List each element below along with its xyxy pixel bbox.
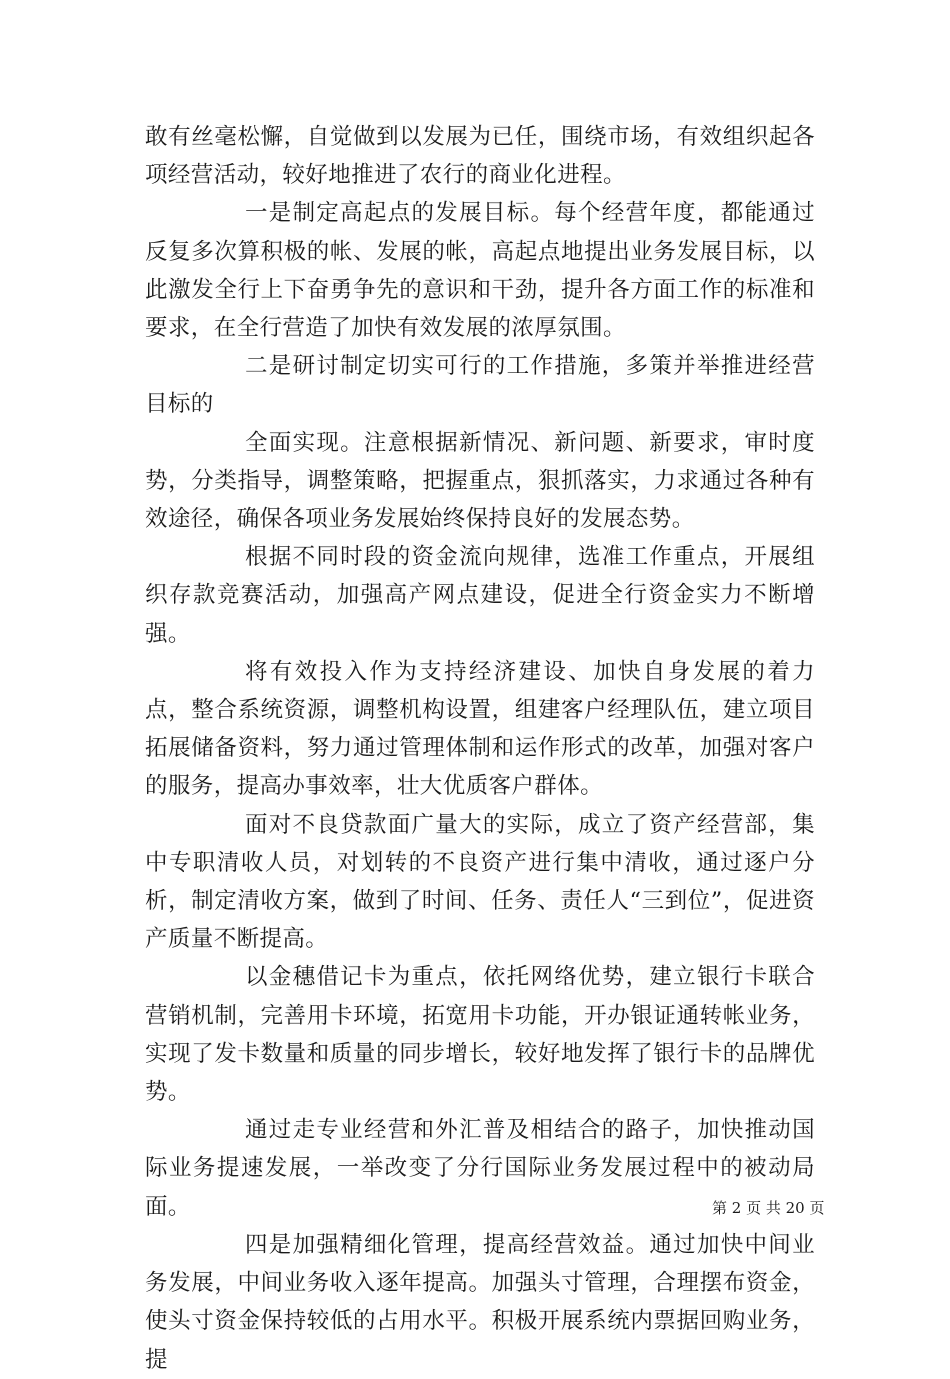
paragraph-5: 根据不同时段的资金流向规律，选准工作重点，开展组织存款竞赛活动，加强高产网点建设，促进全行资金实力不断增强。 <box>145 544 815 647</box>
document-body <box>145 118 815 1379</box>
paragraph-9: 通过走专业经营和外汇普及相结合的路子，加快推动国际业务提速发展，一举改变了分行国际业务发展过程中的被动局面。 <box>145 1117 815 1220</box>
paragraph-4: 全面实现。注意根据新情况、新问题、新要求，审时度势，分类指导，调整策略，把握重点，狠抓落实，力求通过各种有效途径，确保各项业务发展始终保持良好的发展态势。 <box>145 429 815 533</box>
paragraph-8: 以金穗借记卡为重点，依托网络优势，建立银行卡联合营销机制，完善用卡环境，拓宽用卡功能，开办银证通转帐业务，实现了发卡数量和质量的同步增长，较好地发挥了银行卡的品牌优势。 <box>145 964 815 1106</box>
page-number-footer: 第 2 页 共 20 页 <box>712 1199 825 1217</box>
paragraph-1: 敢有丝毫松懈，自觉做到以发展为已任，围绕市场，有效组织起各项经营活动，较好地推进了农行的商业化进程。 <box>145 124 815 189</box>
paragraph-6: 将有效投入作为支持经济建设、加快自身发展的着力点，整合系统资源，调整机构设置，组建客户经理队伍，建立项目拓展储备资料，努力通过管理体制和运作形式的改革，加强对客户的服务，提高办事效率，壮大优质客户群体。 <box>145 658 815 800</box>
paragraph-10: 四是加强精细化管理，提高经营效益。通过加快中间业务发展，中间业务收入逐年提高。加强头寸管理，合理摆布资金，使头寸资金保持较低的占用水平。积极开展系统内票据回购业务，提 <box>145 1231 815 1373</box>
paragraph-2: 一是制定高起点的发展目标。每个经营年度，都能通过反复多次算积极的帐、发展的帐，高起点地提出业务发展目标，以此激发全行上下奋勇争先的意识和干劲，提升各方面工作的标准和要求，在全行营造了加快有效发展的浓厚氛围。 <box>145 200 815 342</box>
paragraph-7: 面对不良贷款面广量大的实际，成立了资产经营部，集中专职清收人员，对划转的不良资产进行集中清收，通过逐户分析，制定清收方案，做到了时间、任务、责任人“三到位”，促进资产质量不断提高。 <box>145 811 815 953</box>
paragraph-3: 二是研讨制定切实可行的工作措施，多策并举推进经营目标的 <box>145 353 815 418</box>
